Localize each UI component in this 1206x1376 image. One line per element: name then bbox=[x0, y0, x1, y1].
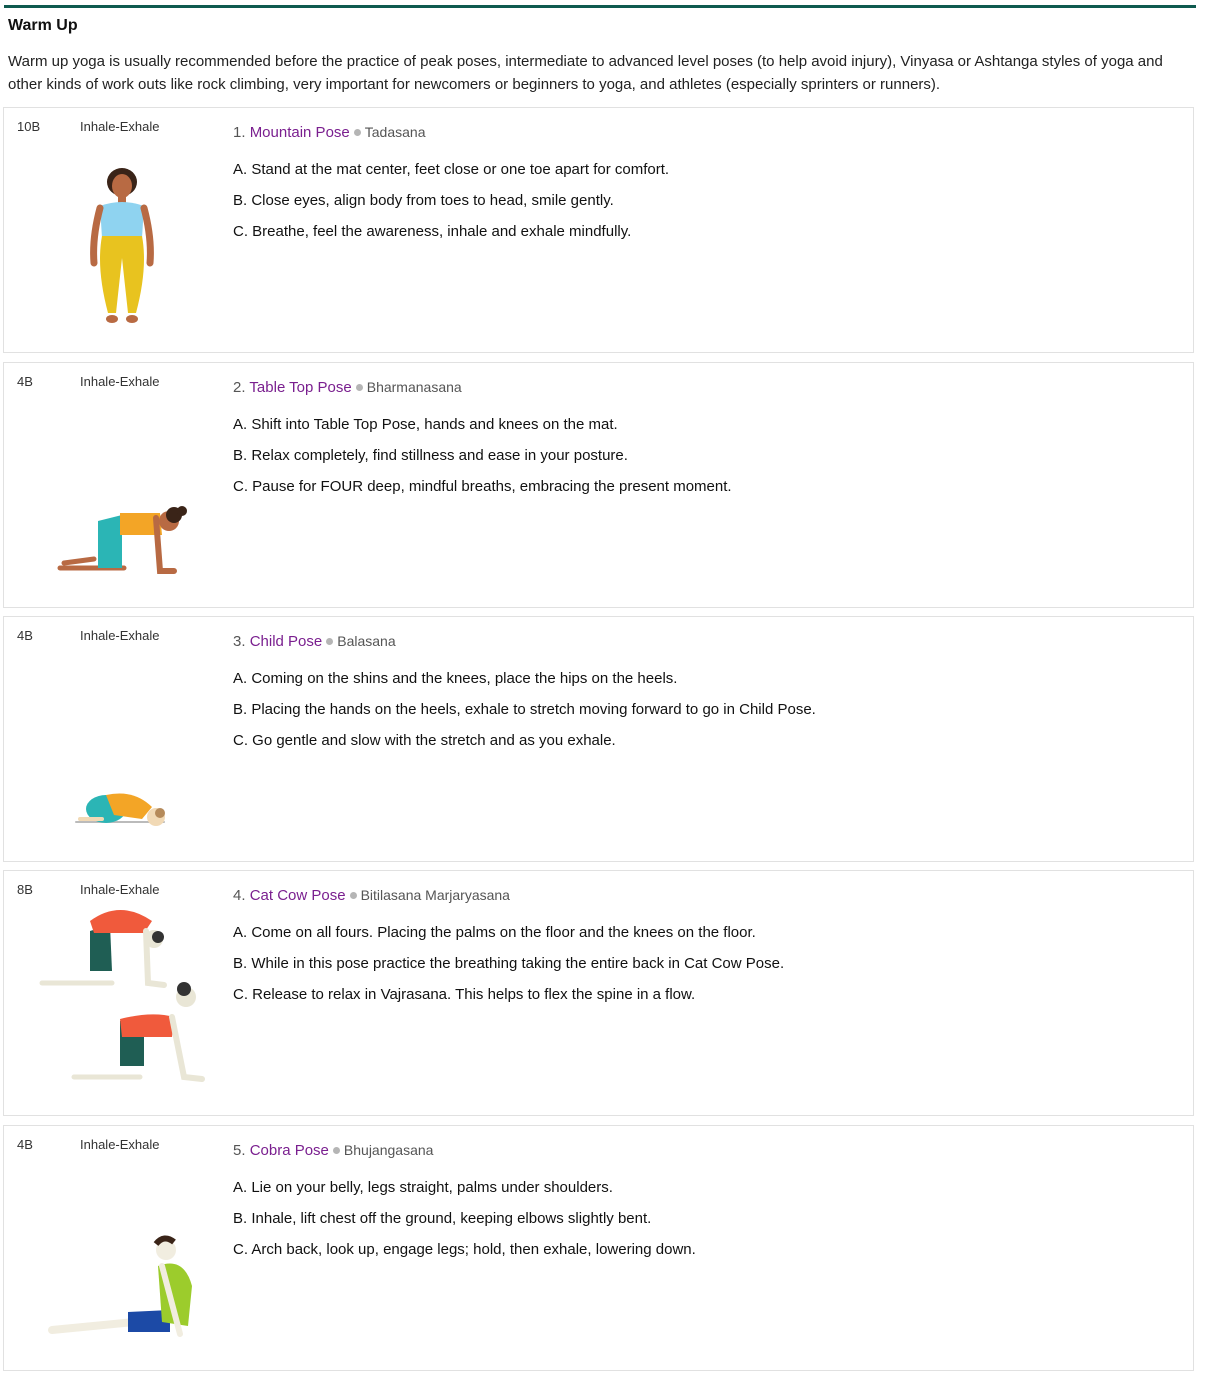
pose-step: A. Stand at the mat center, feet close or one toe apart for comfort. bbox=[233, 161, 670, 178]
pose-step: B. Placing the hands on the heels, exhale to stretch moving forward to go in Child Pose. bbox=[233, 701, 816, 718]
pose-name-link[interactable]: Mountain Pose bbox=[249, 124, 350, 141]
separator-dot bbox=[356, 384, 363, 391]
child-pose-illustration bbox=[24, 617, 224, 863]
separator-dot bbox=[350, 892, 357, 899]
cobra-pose-illustration bbox=[24, 1126, 224, 1372]
pose-number: 2. bbox=[233, 379, 246, 396]
pose-card-table-top bbox=[3, 362, 1194, 608]
pose-step: C. Go gentle and slow with the stretch and as you exhale. bbox=[233, 732, 616, 749]
pose-steps bbox=[233, 669, 816, 762]
breath-type: Inhale-Exhale bbox=[80, 628, 160, 643]
pose-name-link[interactable]: Cat Cow Pose bbox=[249, 887, 346, 904]
breath-count: 10B bbox=[17, 119, 41, 134]
breath-type: Inhale-Exhale bbox=[80, 374, 160, 389]
pose-name-link[interactable]: Table Top Pose bbox=[249, 379, 352, 396]
pose-card-child bbox=[3, 616, 1194, 862]
pose-heading bbox=[233, 1142, 433, 1159]
cat-cow-pose-illustration bbox=[24, 871, 224, 1117]
pose-step: C. Breathe, feel the awareness, inhale and exhale mindfully. bbox=[233, 223, 632, 240]
pose-steps bbox=[233, 1178, 696, 1271]
pose-number: 1. bbox=[233, 124, 246, 141]
pose-heading bbox=[233, 379, 462, 396]
pose-step: A. Lie on your belly, legs straight, palms under shoulders. bbox=[233, 1179, 613, 1196]
pose-name-link[interactable]: Child Pose bbox=[249, 633, 323, 650]
pose-steps bbox=[233, 923, 784, 1016]
pose-step: C. Release to relax in Vajrasana. This helps to flex the spine in a flow. bbox=[233, 986, 696, 1003]
separator-dot bbox=[333, 1147, 340, 1154]
pose-step: C. Pause for FOUR deep, mindful breaths, embracing the present moment. bbox=[233, 478, 732, 495]
pose-step: A. Shift into Table Top Pose, hands and knees on the mat. bbox=[233, 416, 618, 433]
breath-type: Inhale-Exhale bbox=[80, 119, 160, 134]
pose-sanskrit-name: Bhujangasana bbox=[343, 1142, 434, 1158]
separator-dot bbox=[354, 129, 361, 136]
separator-dot bbox=[326, 638, 333, 645]
pose-card-mountain bbox=[3, 107, 1194, 353]
pose-step: B. Relax completely, find stillness and ease in your posture. bbox=[233, 447, 628, 464]
table-top-pose-illustration bbox=[24, 363, 224, 609]
breath-type: Inhale-Exhale bbox=[80, 1137, 160, 1152]
breath-count: 4B bbox=[17, 1137, 33, 1152]
pose-step: C. Arch back, look up, engage legs; hold, then exhale, lowering down. bbox=[233, 1241, 696, 1258]
pose-step: A. Come on all fours. Placing the palms on the floor and the knees on the floor. bbox=[233, 924, 756, 941]
pose-step: B. While in this pose practice the breathing taking the entire back in Cat Cow Pose. bbox=[233, 955, 785, 972]
pose-heading bbox=[233, 633, 396, 650]
pose-heading bbox=[233, 124, 425, 141]
pose-number: 3. bbox=[233, 633, 246, 650]
pose-steps bbox=[233, 415, 732, 508]
pose-sanskrit-name: Bitilasana Marjaryasana bbox=[360, 887, 510, 903]
pose-sanskrit-name: Balasana bbox=[337, 633, 396, 649]
pose-step: A. Coming on the shins and the knees, place the hips on the heels. bbox=[233, 670, 678, 687]
mountain-pose-illustration bbox=[24, 108, 224, 354]
pose-number: 4. bbox=[233, 887, 246, 904]
breath-count: 4B bbox=[17, 374, 33, 389]
pose-step: B. Close eyes, align body from toes to head, smile gently. bbox=[233, 192, 614, 209]
section-intro: Warm up yoga is usually recommended before the practice of peak poses, intermediate to advanced level poses (to help avoid injury), Vinyasa or Ashtanga styles of yoga and other kinds of work outs like rock climbing, very important for newcomers or beginners to yoga, and athletes (especially sprinters or runners). bbox=[8, 53, 1163, 93]
pose-sanskrit-name: Bharmanasana bbox=[366, 379, 462, 395]
breath-count: 4B bbox=[17, 628, 33, 643]
section-title: Warm Up bbox=[8, 17, 78, 34]
pose-steps bbox=[233, 160, 669, 253]
pose-step: B. Inhale, lift chest off the ground, keeping elbows slightly bent. bbox=[233, 1210, 652, 1227]
breath-count: 8B bbox=[17, 882, 33, 897]
pose-number: 5. bbox=[233, 1142, 246, 1159]
pose-heading bbox=[233, 887, 510, 904]
pose-card-cobra bbox=[3, 1125, 1194, 1371]
pose-name-link[interactable]: Cobra Pose bbox=[249, 1142, 329, 1159]
pose-card-cat-cow bbox=[3, 870, 1194, 1116]
breath-type: Inhale-Exhale bbox=[80, 882, 160, 897]
pose-sanskrit-name: Tadasana bbox=[364, 124, 426, 140]
section-top-border bbox=[4, 5, 1196, 8]
